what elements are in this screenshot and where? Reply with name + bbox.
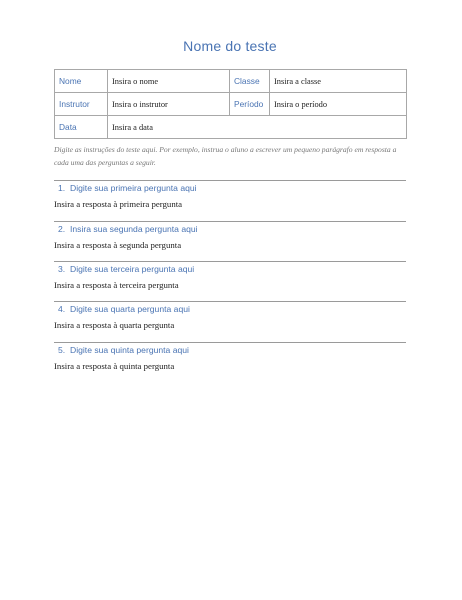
- question-4[interactable]: [54, 304, 406, 315]
- question-number: 1.: [58, 183, 66, 193]
- answer-2[interactable]: Insira a resposta à segunda pergunta: [54, 240, 182, 250]
- instructor-field[interactable]: Insira o instrutor: [108, 93, 230, 116]
- question-text: Digite sua terceira pergunta aqui: [70, 264, 195, 274]
- answer-4[interactable]: Insira a resposta à quarta pergunta: [54, 320, 175, 330]
- info-table: [54, 69, 407, 139]
- date-field[interactable]: Insira a data: [108, 116, 407, 139]
- class-label: Classe: [230, 70, 270, 93]
- question-text: Digite sua primeira pergunta aqui: [70, 183, 197, 193]
- name-label: Nome: [55, 70, 108, 93]
- question-2[interactable]: [54, 224, 406, 235]
- question-5[interactable]: [54, 345, 406, 356]
- question-text: Digite sua quinta pergunta aqui: [70, 345, 189, 355]
- question-text: Insira sua segunda pergunta aqui: [70, 224, 198, 234]
- question-block-1: [54, 180, 406, 210]
- class-field[interactable]: Insira a classe: [270, 70, 407, 93]
- question-divider: [54, 180, 406, 181]
- period-field[interactable]: Insira o período: [270, 93, 407, 116]
- question-divider: [54, 342, 406, 343]
- answer-1[interactable]: Insira a resposta à primeira pergunta: [54, 199, 183, 209]
- question-divider: [54, 301, 406, 302]
- question-number: 2.: [58, 224, 66, 234]
- question-number: 5.: [58, 345, 66, 355]
- question-block-2: [54, 221, 406, 251]
- page-title: Nome do teste: [183, 38, 277, 54]
- question-block-3: [54, 261, 406, 291]
- info-row-date: [55, 116, 407, 139]
- info-row-name-class: [55, 70, 407, 93]
- question-block-5: [54, 342, 406, 372]
- question-divider: [54, 261, 406, 262]
- question-divider: [54, 221, 406, 222]
- period-label: Período: [230, 93, 270, 116]
- question-number: 3.: [58, 264, 66, 274]
- question-text: Digite sua quarta pergunta aqui: [70, 304, 190, 314]
- question-number: 4.: [58, 304, 66, 314]
- question-1[interactable]: [54, 183, 406, 194]
- date-label: Data: [55, 116, 108, 139]
- instructor-label: Instrutor: [55, 93, 108, 116]
- answer-3[interactable]: Insira a resposta à terceira pergunta: [54, 280, 179, 290]
- info-row-instructor-period: [55, 93, 407, 116]
- test-instructions[interactable]: Digite as instruções do teste aqui. Por exemplo, instrua o aluno a escrever um pequeno parágrafo em resposta a cada uma das perguntas a seguir.: [54, 145, 397, 167]
- name-field[interactable]: Insira o nome: [108, 70, 230, 93]
- question-block-4: [54, 301, 406, 331]
- answer-5[interactable]: Insira a resposta à quinta pergunta: [54, 361, 175, 371]
- question-3[interactable]: [54, 264, 406, 275]
